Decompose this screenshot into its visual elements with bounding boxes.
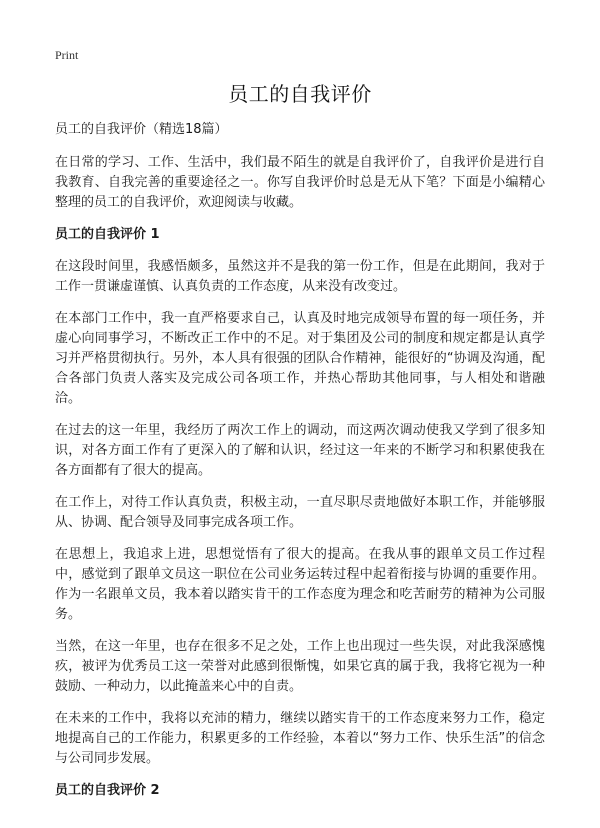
paragraph: 在工作上，对待工作认真负责，积极主动，一直尽职尽责地做好本职工作，并能够服从、协调、配合领导及同事完成各项工作。 (55, 495, 545, 530)
paragraph: 在未来的工作中，我将以充沛的精力，继续以踏实肯干的工作态度来努力工作，稳定地提高自己的工作能力，积累更多的工作经验，本着以“努力工作、快乐生活”的信念与公司同步发展。 (55, 711, 545, 766)
paragraph: 当然，在这一年里，也存在很多不足之处，工作上也出现过一些失误，对此我深感愧疚，被评为优秀员工这一荣誉对此感到很惭愧，如果它真的属于我，我将它视为一种鼓励、一种动力，以此掩盖来心中的自责。 (55, 639, 545, 694)
section-heading: 员工的自我评价 1 (55, 227, 160, 242)
paragraph: 在过去的这一年里，我经历了两次工作上的调动，而这两次调动使我又学到了很多知识，对各方面工作有了更深入的了解和认识，经过这一年来的不断学习和积累使我在各方面都有了很大的提高。 (55, 423, 545, 478)
section-heading: 员工的自我评价 2 (55, 783, 160, 798)
paragraph: 在本部门工作中，我一直严格要求自己，认真及时地完成领导布置的每一项任务，并虚心向同事学习，不断改正工作中的不足。对于集团及公司的制度和规定都是认真学习并严格贯彻执行。另外，本人具有很强的团队合作精神，能很好的“协调及沟通，配合各部门负责人落实及完成公司各项工作，并热心帮助其他同事，与人相处和谐融洽。 (55, 311, 545, 406)
paragraph: 在思想上，我追求上进，思想觉悟有了很大的提高。在我从事的跟单文员工作过程中，感觉到了跟单文员这一职位在公司业务运转过程中起着衔接与协调的重要作用。作为一名跟单文员，我本着以踏实肯干的工作态度为理念和吃苦耐劳的精神为公司服务。 (55, 547, 545, 622)
paragraph: 在这段时间里，我感悟颇多，虽然这并不是我的第一份工作，但是在此期间，我对于工作一贯谦虚谨慎、认真负责的工作态度，从来没有改变过。 (55, 259, 545, 294)
section-1 (55, 225, 545, 769)
page-title: 员工的自我评价 (228, 82, 372, 106)
intro-paragraph: 在日常的学习、工作、生活中，我们最不陌生的就是自我评价了，自我评价是进行自我教育、自我完善的重要途径之一。你写自我评价时总是无从下笔？下面是小编精心整理的员工的自我评价，欢迎阅读与收藏。 (55, 155, 545, 210)
article-subtitle: 员工的自我评价（精选18篇） (55, 122, 228, 137)
print-link[interactable]: Print (55, 48, 79, 62)
section-2 (55, 781, 545, 801)
article-body (55, 120, 545, 813)
